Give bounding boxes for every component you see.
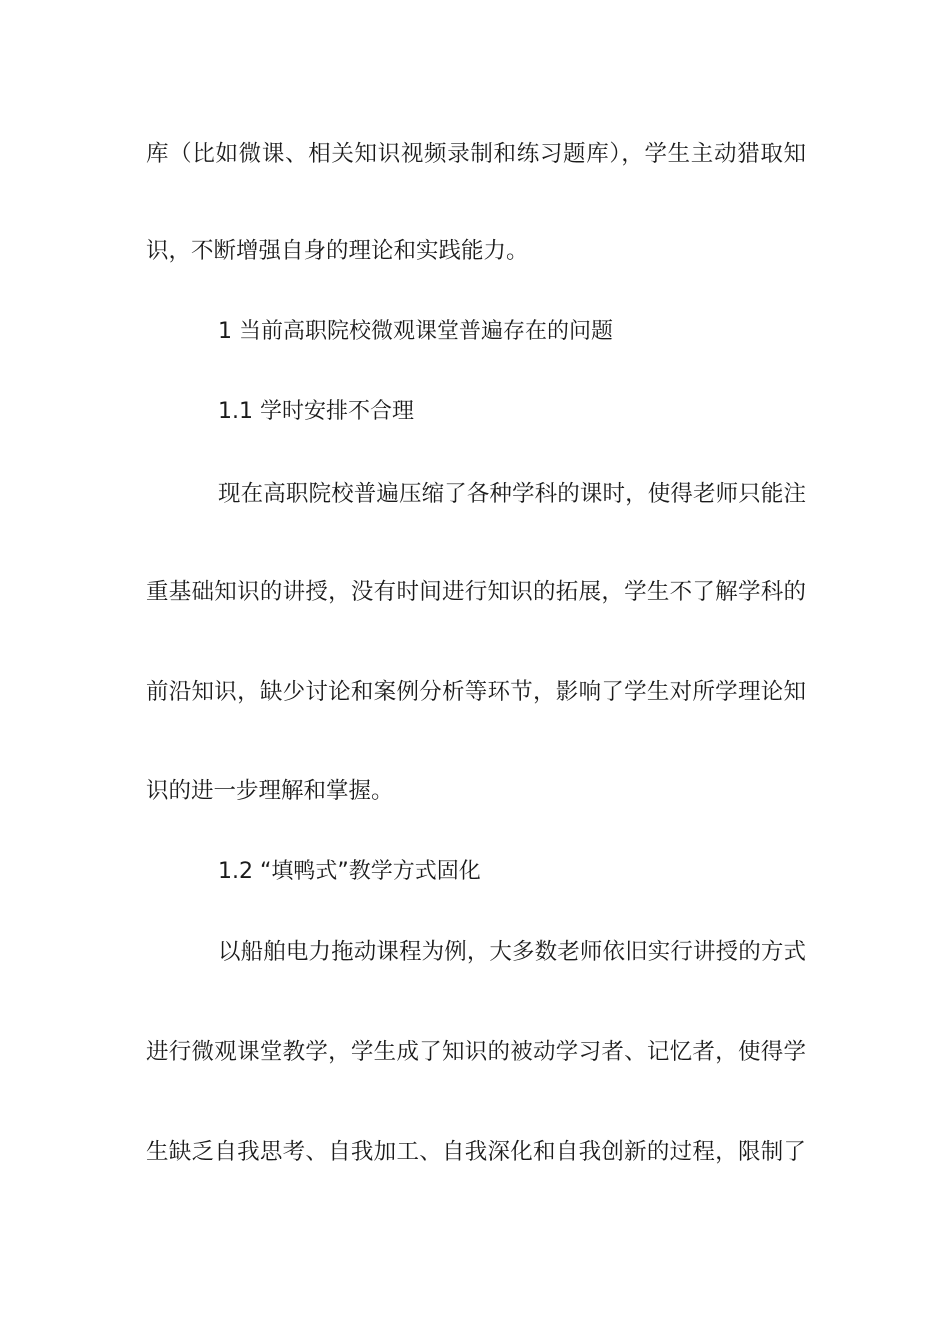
paragraph-line: 以船舶电力拖动课程为例，大多数老师依旧实行讲授的方式 <box>218 939 806 965</box>
paragraph-line: 生缺乏自我思考、自我加工、自我深化和自我创新的过程，限制了 <box>146 1139 806 1165</box>
subsection-heading: 1.2 “填鸭式”教学方式固化 <box>218 859 481 884</box>
paragraph-line: 前沿知识，缺少讨论和案例分析等环节，影响了学生对所学理论知 <box>146 679 806 705</box>
paragraph-line: 进行微观课堂教学，学生成了知识的被动学习者、记忆者，使得学 <box>146 1039 806 1065</box>
subsection-heading: 1.1 学时安排不合理 <box>218 399 414 424</box>
paragraph-line: 库（比如微课、相关知识视频录制和练习题库），学生主动猎取知 <box>146 141 806 167</box>
paragraph-line: 重基础知识的讲授，没有时间进行知识的拓展，学生不了解学科的 <box>146 579 806 605</box>
section-heading: 1 当前高职院校微观课堂普遍存在的问题 <box>218 319 613 344</box>
paragraph-line: 识，不断增强自身的理论和实践能力。 <box>146 238 529 264</box>
paragraph-line: 识的进一步理解和掌握。 <box>146 778 394 804</box>
paragraph-line: 现在高职院校普遍压缩了各种学科的课时，使得老师只能注 <box>218 481 806 507</box>
